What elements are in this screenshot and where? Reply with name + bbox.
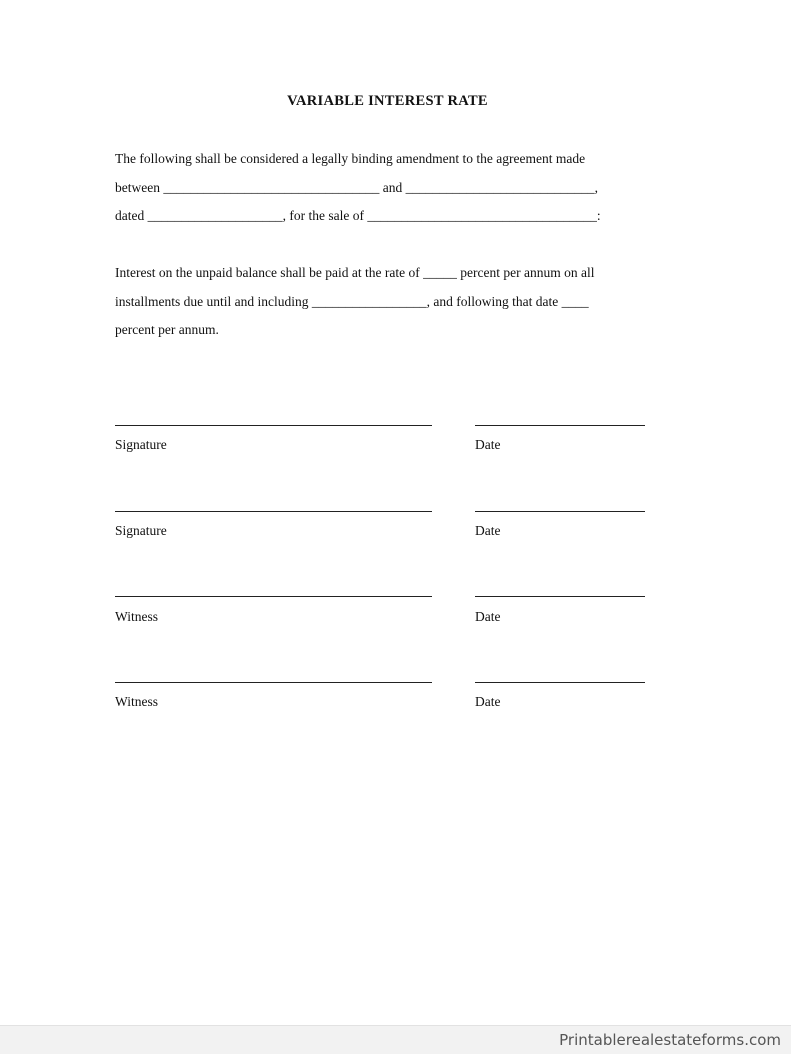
witness-label: Witness bbox=[115, 694, 158, 709]
signature-label: Signature bbox=[115, 437, 167, 452]
date-label: Date bbox=[475, 523, 501, 538]
document-title: VARIABLE INTEREST RATE bbox=[287, 93, 488, 109]
paragraph-line: The following shall be considered a legally binding amendment to the agreement made bbox=[115, 151, 586, 166]
witness-line[interactable] bbox=[115, 596, 432, 597]
paragraph-line-date-sale: dated ____________________, for the sale of __________________________________: bbox=[115, 208, 601, 223]
signature-line[interactable] bbox=[115, 511, 432, 512]
date-label: Date bbox=[475, 609, 501, 624]
paragraph-line-installments: installments due until and including _________________, and following that date ____ bbox=[115, 293, 589, 309]
date-line[interactable] bbox=[475, 596, 645, 597]
signature-line[interactable] bbox=[115, 425, 432, 426]
witness-label: Witness bbox=[115, 609, 158, 624]
watermark-text: Printablerealestateforms.com bbox=[559, 1031, 781, 1049]
date-label: Date bbox=[475, 437, 501, 452]
paragraph-line-parties: between ________________________________ and ____________________________, bbox=[115, 179, 598, 195]
paragraph-line-percent: percent per annum. bbox=[115, 322, 219, 337]
amendment-paragraph bbox=[115, 145, 655, 231]
signature-label: Signature bbox=[115, 523, 167, 538]
date-line[interactable] bbox=[475, 425, 645, 426]
footer-bar bbox=[0, 1025, 791, 1054]
date-label: Date bbox=[475, 694, 501, 709]
interest-paragraph bbox=[115, 259, 655, 345]
paragraph-line-rate: Interest on the unpaid balance shall be paid at the rate of _____ percent per annum on all bbox=[115, 265, 595, 280]
date-line[interactable] bbox=[475, 682, 645, 683]
witness-line[interactable] bbox=[115, 682, 432, 683]
date-line[interactable] bbox=[475, 511, 645, 512]
